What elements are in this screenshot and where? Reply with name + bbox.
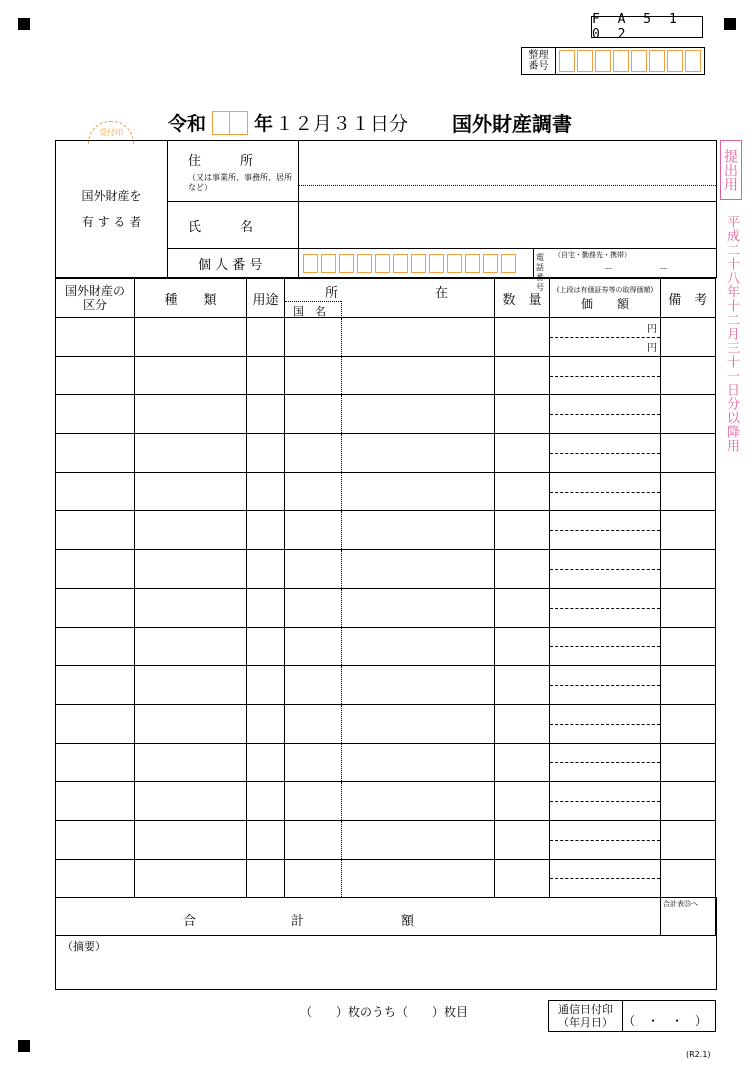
kind-cell[interactable] [135, 782, 247, 821]
kind-cell[interactable] [135, 859, 247, 898]
country-cell[interactable] [285, 318, 342, 357]
value-cell[interactable] [550, 588, 661, 627]
kind-cell[interactable] [135, 434, 247, 473]
header-location [285, 279, 495, 318]
form-code: F A 5 1 0 2 [591, 16, 703, 38]
location-cell[interactable] [342, 356, 495, 395]
total-label-char: 計 [291, 914, 305, 930]
property-row [56, 395, 717, 434]
seiri-digit-box[interactable] [577, 50, 593, 72]
value-cell[interactable] [550, 434, 661, 473]
category-cell[interactable] [56, 666, 135, 705]
notes-cell[interactable] [661, 820, 716, 859]
property-row [56, 743, 717, 782]
summary-label: （摘要） [62, 940, 106, 954]
country-cell[interactable] [285, 627, 342, 666]
header-category: 国外財産の区分 [56, 279, 135, 318]
property-row [56, 666, 717, 705]
location-cell[interactable] [342, 859, 495, 898]
category-cell[interactable] [56, 704, 135, 743]
notes-cell[interactable] [661, 859, 716, 898]
reception-stamp: 受付印 [88, 121, 134, 144]
sheet-count: （ ）枚のうち（ ）枚目 [300, 1005, 469, 1019]
quantity-cell[interactable] [495, 782, 550, 821]
name-label: 氏 名 [168, 202, 299, 249]
comm-date-label: 通信日付印（年月日） [549, 1001, 623, 1031]
property-row [56, 704, 717, 743]
property-row [56, 434, 717, 473]
summary-field[interactable] [56, 936, 717, 990]
kind-cell[interactable] [135, 704, 247, 743]
value-cell[interactable] [550, 627, 661, 666]
quantity-cell[interactable] [495, 588, 550, 627]
kind-cell[interactable] [135, 356, 247, 395]
use-cell[interactable] [247, 820, 285, 859]
property-row [56, 820, 717, 859]
address-label: 住 所 [188, 153, 254, 169]
value-cell[interactable] [550, 318, 661, 357]
phone-separator: － [659, 265, 669, 275]
header-value [550, 279, 661, 318]
mynumber-field[interactable] [299, 249, 534, 278]
seiri-digit-box[interactable] [685, 50, 701, 72]
notes-cell[interactable] [661, 627, 716, 666]
country-cell[interactable] [285, 743, 342, 782]
property-row [56, 859, 717, 898]
country-cell[interactable] [285, 820, 342, 859]
quantity-cell[interactable] [495, 859, 550, 898]
use-cell[interactable] [247, 859, 285, 898]
value-cell[interactable] [550, 704, 661, 743]
country-cell[interactable] [285, 782, 342, 821]
country-cell[interactable] [285, 666, 342, 705]
total-value-field[interactable] [661, 898, 716, 936]
doc-title: 国外財産調書 [452, 112, 573, 136]
location-cell[interactable] [342, 472, 495, 511]
kind-cell[interactable] [135, 666, 247, 705]
kind-cell[interactable] [135, 627, 247, 666]
country-cell[interactable] [285, 550, 342, 589]
header-quantity: 数 量 [495, 279, 550, 318]
seiri-label: 整理番号 [522, 48, 556, 74]
location-cell[interactable] [342, 743, 495, 782]
property-row [56, 318, 717, 357]
location-cell[interactable] [342, 627, 495, 666]
quantity-cell[interactable] [495, 395, 550, 434]
quantity-cell[interactable] [495, 820, 550, 859]
quantity-cell[interactable] [495, 511, 550, 550]
comm-date-value[interactable]: （ ・ ・ ） [623, 1014, 708, 1028]
page-title [168, 108, 572, 137]
location-cell[interactable] [342, 511, 495, 550]
kind-cell[interactable] [135, 318, 247, 357]
notes-cell[interactable] [661, 395, 716, 434]
header-value-sub: (上段は有価証券等の取得価額) [556, 285, 654, 294]
header-location-top: 所 [325, 286, 339, 301]
notes-cell[interactable] [661, 511, 716, 550]
total-label-char: 合 [183, 914, 197, 930]
header-notes: 備 考 [661, 279, 716, 318]
registration-mark-top-left [18, 18, 30, 30]
value-cell[interactable] [550, 356, 661, 395]
mynumber-label: 個 人 番 号 [168, 249, 299, 278]
registration-mark-bottom-left [18, 1040, 30, 1052]
address-sub-label: （又は事業所、事務所、居所など） [188, 172, 292, 192]
category-cell[interactable] [56, 511, 135, 550]
quantity-cell[interactable] [495, 704, 550, 743]
value-cell[interactable] [550, 820, 661, 859]
value-cell[interactable] [550, 782, 661, 821]
use-cell[interactable] [247, 434, 285, 473]
use-cell[interactable] [247, 627, 285, 666]
use-cell[interactable] [247, 782, 285, 821]
kind-cell[interactable] [135, 743, 247, 782]
era-year-box[interactable] [212, 111, 248, 135]
use-cell[interactable] [247, 588, 285, 627]
location-cell[interactable] [342, 666, 495, 705]
country-cell[interactable] [285, 511, 342, 550]
header-use: 用途 [247, 279, 285, 318]
property-header-row [56, 279, 717, 318]
header-value-main: 価 額 [580, 296, 629, 311]
phone-sub-label: （自宅・勤務先・携帯） [554, 251, 631, 259]
quantity-cell[interactable] [495, 472, 550, 511]
property-row [56, 356, 717, 395]
kind-cell[interactable] [135, 395, 247, 434]
header-country: 国 名 [293, 305, 326, 318]
category-cell[interactable] [56, 743, 135, 782]
value-cell[interactable] [550, 395, 661, 434]
year-suffix: 年 [254, 113, 274, 135]
notes-cell[interactable] [661, 588, 716, 627]
category-cell[interactable] [56, 434, 135, 473]
total-note: 合計表㉕へ [663, 900, 698, 909]
name-field[interactable] [299, 202, 717, 249]
notes-cell[interactable] [661, 666, 716, 705]
country-cell[interactable] [285, 588, 342, 627]
registration-mark-top-right [724, 18, 736, 30]
use-cell[interactable] [247, 395, 285, 434]
quantity-cell[interactable] [495, 550, 550, 589]
quantity-cell[interactable] [495, 434, 550, 473]
seiri-digit-box[interactable] [613, 50, 629, 72]
category-cell[interactable] [56, 318, 135, 357]
use-cell[interactable] [247, 511, 285, 550]
seiri-digit-box[interactable] [667, 50, 683, 72]
use-cell[interactable] [247, 743, 285, 782]
seiri-digit-box[interactable] [595, 50, 611, 72]
revision-label: (R2.1) [686, 1050, 711, 1059]
header-kind: 種 類 [135, 279, 247, 318]
property-row [56, 511, 717, 550]
total-row [56, 898, 717, 936]
location-cell[interactable] [342, 704, 495, 743]
quantity-cell[interactable] [495, 627, 550, 666]
notes-cell[interactable] [661, 356, 716, 395]
category-cell[interactable] [56, 356, 135, 395]
category-cell[interactable] [56, 588, 135, 627]
notes-cell[interactable] [661, 434, 716, 473]
address-label-cell [168, 141, 299, 202]
use-cell[interactable] [247, 472, 285, 511]
property-table [55, 278, 717, 990]
side-tag: 提出用 [720, 140, 742, 200]
location-cell[interactable] [342, 550, 495, 589]
kind-cell[interactable] [135, 511, 247, 550]
side-note: 平成二十八年十二月三十一日分以降用 [724, 215, 739, 453]
header-location-mid: 在 [435, 286, 449, 301]
country-cell[interactable] [285, 395, 342, 434]
country-cell[interactable] [285, 434, 342, 473]
kind-cell[interactable] [135, 588, 247, 627]
notes-cell[interactable] [661, 704, 716, 743]
category-cell[interactable] [56, 859, 135, 898]
location-cell[interactable] [342, 588, 495, 627]
location-cell[interactable] [342, 318, 495, 357]
notes-cell[interactable] [661, 550, 716, 589]
yen-unit: 円 [647, 324, 657, 335]
location-cell[interactable] [342, 434, 495, 473]
use-cell[interactable] [247, 666, 285, 705]
total-label-char: 額 [401, 914, 415, 930]
use-cell[interactable] [247, 356, 285, 395]
category-cell[interactable] [56, 782, 135, 821]
category-cell[interactable] [56, 472, 135, 511]
property-row [56, 550, 717, 589]
use-cell[interactable] [247, 318, 285, 357]
value-cell[interactable] [550, 511, 661, 550]
value-cell[interactable] [550, 859, 661, 898]
quantity-cell[interactable] [495, 318, 550, 357]
quantity-cell[interactable] [495, 356, 550, 395]
quantity-cell[interactable] [495, 743, 550, 782]
property-row [56, 588, 717, 627]
quantity-cell[interactable] [495, 666, 550, 705]
value-cell[interactable] [550, 743, 661, 782]
kind-cell[interactable] [135, 472, 247, 511]
seiri-digit-box[interactable] [649, 50, 665, 72]
owner-section-label: 国外財産を 有 す る 者 [56, 141, 168, 278]
seiri-digit-box[interactable] [559, 50, 575, 72]
value-cell[interactable] [550, 666, 661, 705]
notes-cell[interactable] [661, 472, 716, 511]
category-cell[interactable] [56, 627, 135, 666]
notes-cell[interactable] [661, 782, 716, 821]
yen-unit: 円 [647, 343, 657, 354]
notes-cell[interactable] [661, 318, 716, 357]
country-cell[interactable] [285, 356, 342, 395]
address-field[interactable] [299, 141, 717, 202]
comm-date-stamp [548, 1000, 716, 1032]
use-cell[interactable] [247, 550, 285, 589]
summary-row [56, 936, 717, 990]
kind-cell[interactable] [135, 550, 247, 589]
country-cell[interactable] [285, 704, 342, 743]
location-cell[interactable] [342, 820, 495, 859]
era-label: 令和 [168, 113, 207, 135]
property-row [56, 782, 717, 821]
property-row [56, 472, 717, 511]
property-row [56, 627, 717, 666]
kind-cell[interactable] [135, 820, 247, 859]
total-notes-field[interactable] [715, 898, 716, 936]
total-label-cell [56, 898, 661, 936]
value-cell[interactable] [550, 472, 661, 511]
country-cell[interactable] [285, 859, 342, 898]
use-cell[interactable] [247, 704, 285, 743]
date-label: １２月３１日分 [275, 113, 409, 135]
phone-label: 電話番号 [536, 253, 544, 292]
location-cell[interactable] [342, 782, 495, 821]
country-cell[interactable] [285, 472, 342, 511]
location-cell[interactable] [342, 395, 495, 434]
category-cell[interactable] [56, 820, 135, 859]
phone-separator: － [604, 265, 614, 275]
seiri-number-field [521, 47, 705, 75]
category-cell[interactable] [56, 395, 135, 434]
category-cell[interactable] [56, 550, 135, 589]
notes-cell[interactable] [661, 743, 716, 782]
seiri-digit-box[interactable] [631, 50, 647, 72]
value-cell[interactable] [550, 550, 661, 589]
